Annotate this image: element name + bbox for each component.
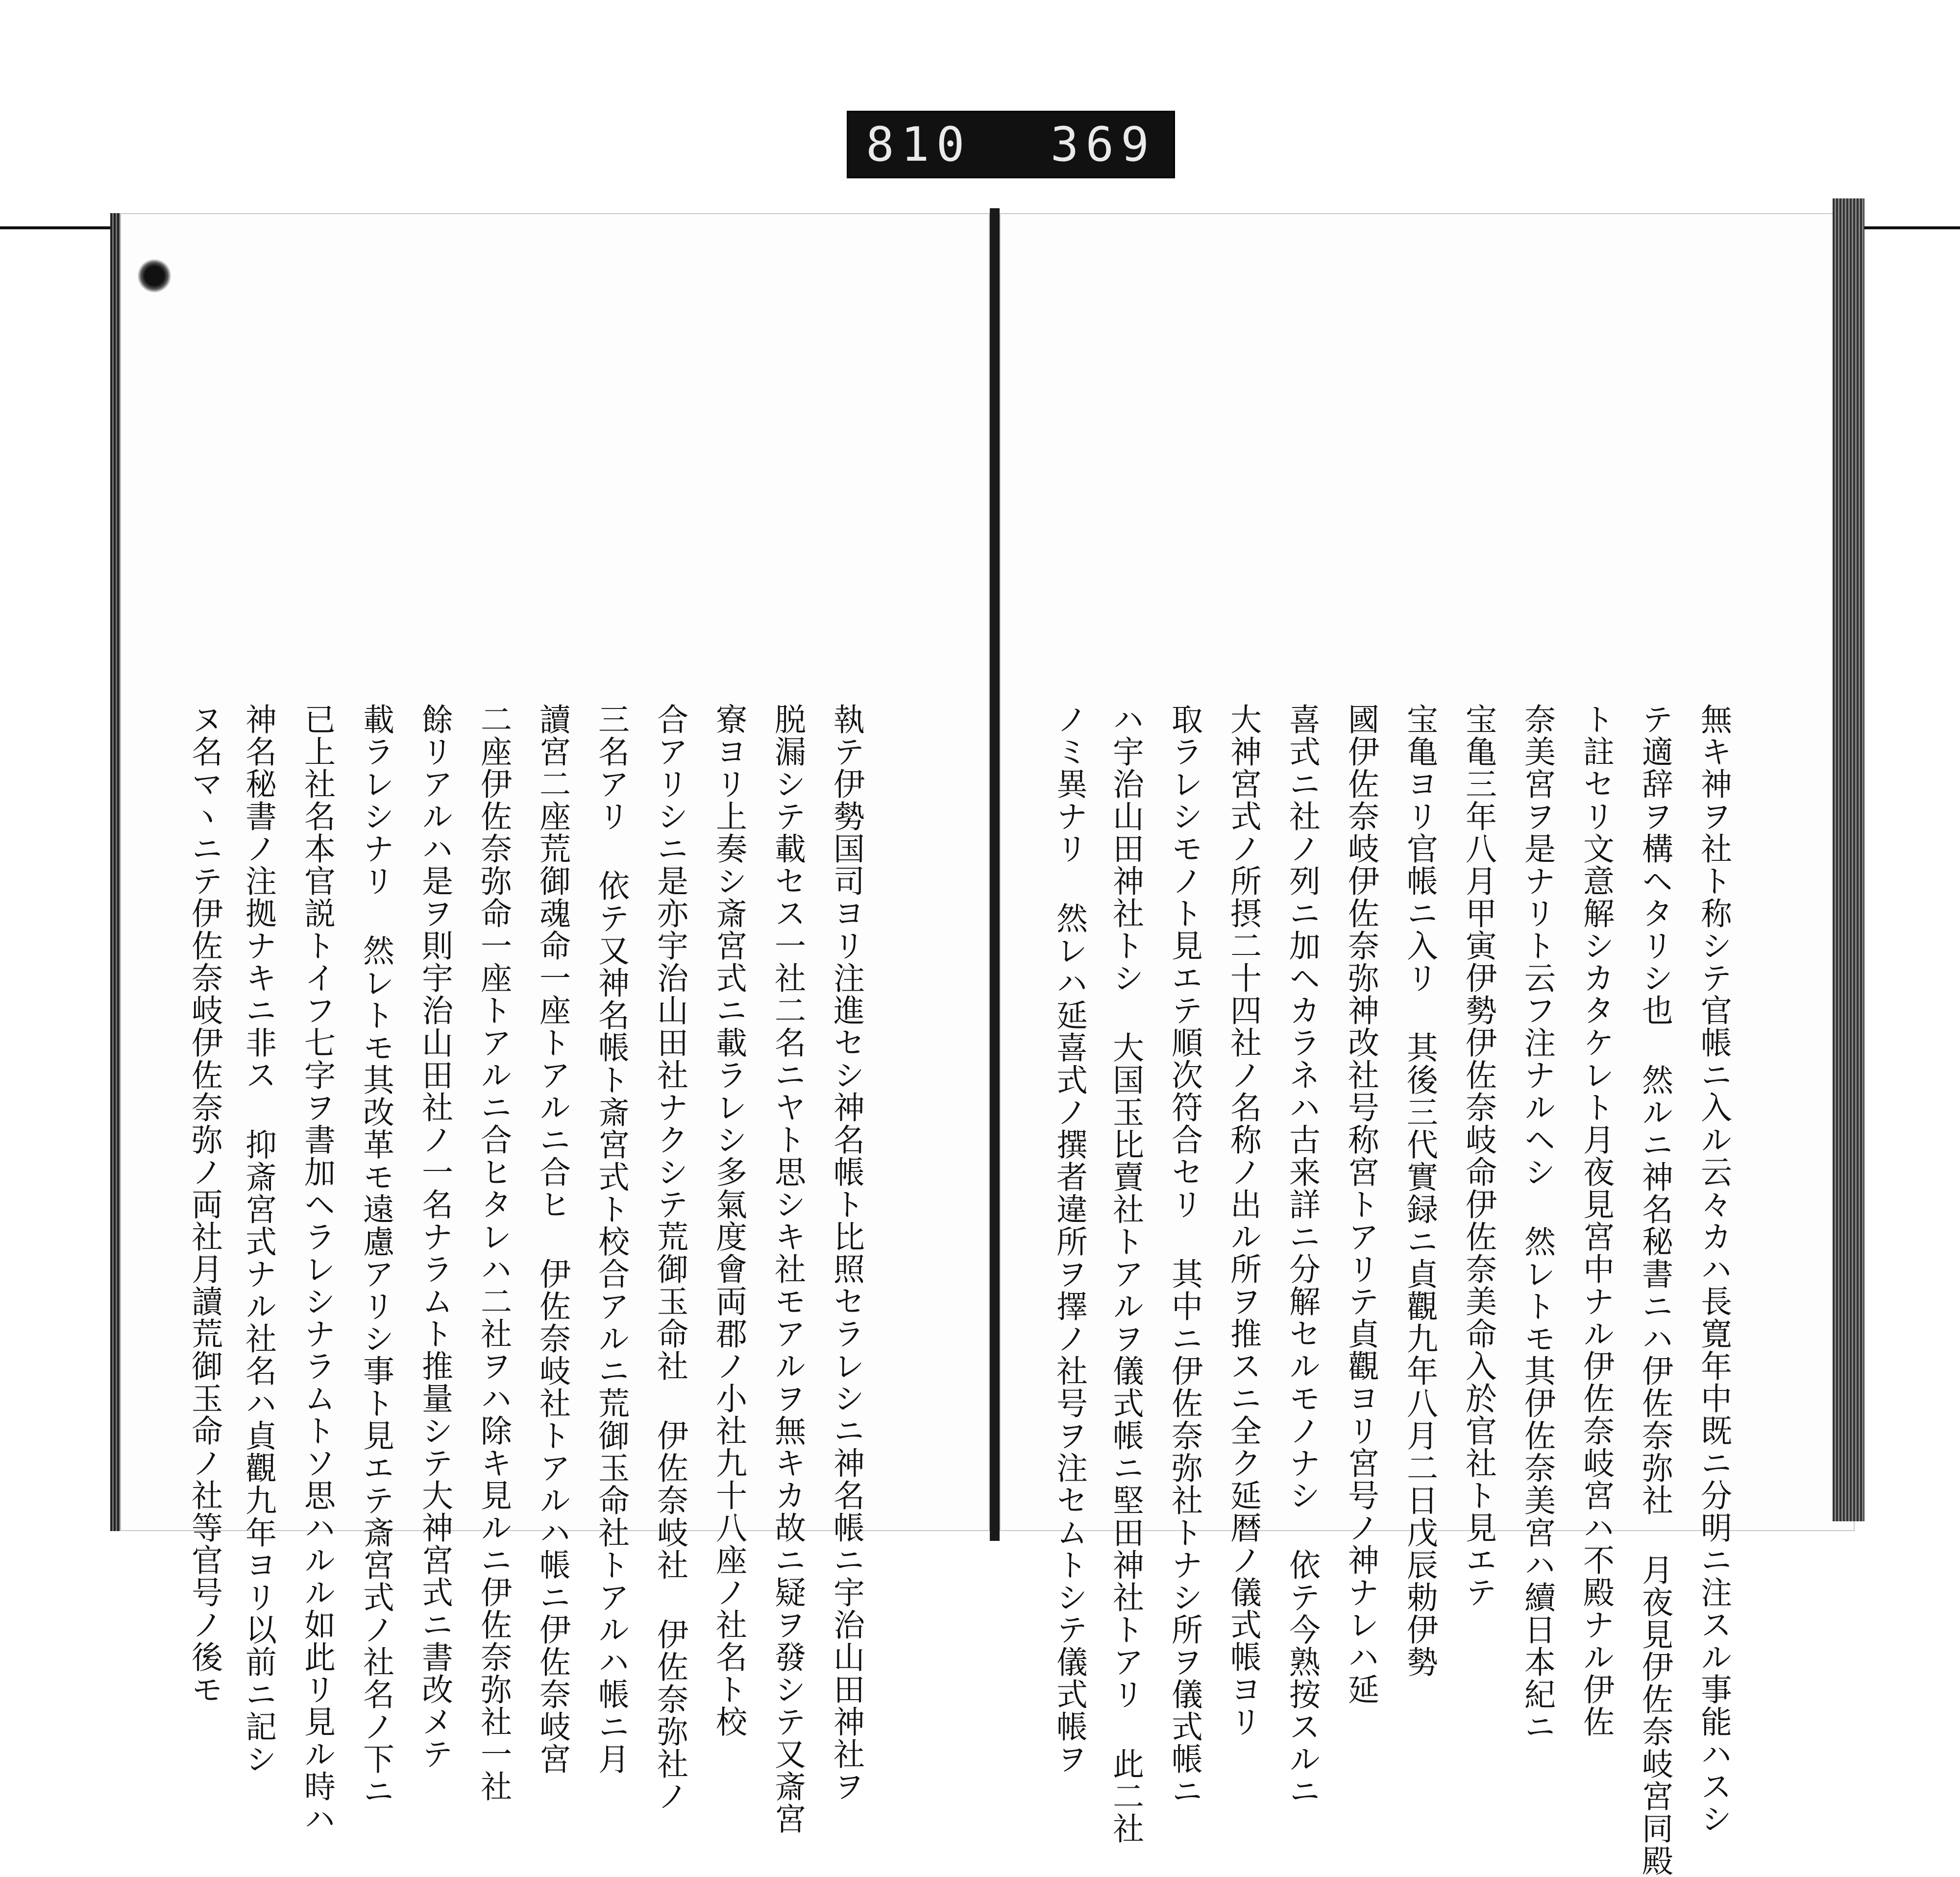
left-page: [120, 213, 990, 1835]
left-column-12: ヌ名マヽニテ伊佐奈岐伊佐奈弥ノ両社月讀荒御玉命ノ社等官号ノ後モ: [186, 703, 222, 1706]
ink-blot: [137, 259, 172, 293]
left-column-4: 合アリシニ是亦宇治山田社ナクシテ荒御玉命社 伊佐奈岐社 伊佐奈弥社ノ: [652, 703, 688, 1812]
book-spine: [990, 208, 1000, 1541]
right-column-7: 國伊佐奈岐伊佐奈弥神改社号称宮トアリテ貞觀ヨリ宮号ノ神ナレハ延: [1343, 703, 1379, 1706]
right-column-6: 宝亀ヨリ官帳ニ入リ 其後三代實録ニ貞觀九年八月二日戊辰勅伊勢: [1401, 703, 1438, 1678]
left-column-5: 三名アリ 依テ又神名帳ト斎宮式ト校合アルニ荒御玉命社トアルハ帳ニ月: [593, 703, 629, 1775]
left-column-6: 讀宮二座荒御魂命一座トアルニ合ヒ 伊佐奈岐社トアルハ帳ニ伊佐奈岐宮: [534, 703, 570, 1775]
right-column-9: 大神宮式ノ所摂二十四社ノ名称ノ出ル所ヲ推スニ全ク延暦ノ儀式帳ヨリ: [1225, 703, 1261, 1738]
left-column-3: 寮ヨリ上奏シ斎宮式ニ載ラレシ多氣度會両郡ノ小社九十八座ノ社名ト校: [710, 703, 747, 1738]
left-column-7: 二座伊佐奈弥命一座トアルニ合ヒタレハ二社ヲハ除キ見ルニ伊佐奈弥社一社: [475, 703, 512, 1803]
right-column-4: 奈美宮ヲ是ナリト云フ注ナルヘシ 然レトモ其伊佐奈美宮ハ續日本紀ニ: [1519, 703, 1555, 1743]
open-book: [110, 198, 1864, 1877]
right-page: [1000, 213, 1855, 1877]
right-column-2: テ適辞ヲ構ヘタリシ也 然ルニ神名秘書ニハ伊佐奈弥社 月夜見伊佐奈岐宮同殿: [1637, 703, 1673, 1877]
right-page-edge: [1833, 198, 1864, 1521]
left-column-1: 執テ伊勢国司ヨリ注進セシ神名帳ト比照セラレシニ神名帳ニ宇治山田神社ヲ: [828, 703, 864, 1803]
left-column-2: 脱漏シテ載セス一社二名ニヤト思シキ社モアルヲ無キカ故ニ疑ヲ發シテ又斎宮: [769, 703, 806, 1835]
right-column-3: ト註セリ文意解シカタケレト月夜見宮中ナル伊佐奈岐宮ハ不殿ナル伊佐: [1578, 703, 1614, 1738]
right-column-12: ノミ異ナリ 然レハ延喜式ノ撰者違所ヲ擇ノ社号ヲ注セムトシテ儀式帳ヲ: [1051, 703, 1087, 1775]
right-column-5: 宝亀三年八月甲寅伊勢伊佐奈岐命伊佐奈美命入於官社ト見エテ: [1460, 703, 1496, 1609]
left-column-8: 餘リアルハ是ヲ則宇治山田社ノ一名ナラムト推量シテ大神宮式ニ書改メテ: [416, 703, 453, 1770]
right-column-11: ハ宇治山田神社トシ 大国玉比賣社トアルヲ儀式帳ニ堅田神社トアリ 此二社: [1107, 703, 1144, 1845]
left-column-9: 載ラレシナリ 然レトモ其改革モ遠慮アリシ事ト見エテ斎宮式ノ社名ノ下ニ: [358, 703, 394, 1807]
right-column-1: 無キ神ヲ社ト称シテ官帳ニ入ル云々カハ長寛年中既ニ分明ニ注スル事能ハスシ: [1695, 703, 1732, 1835]
left-column-11: 神名秘書ノ注拠ナキニ非ス 抑斎宮式ナル社名ハ貞觀九年ヨリ以前ニ記シ: [240, 703, 276, 1775]
right-column-10: 取ラレシモノト見エテ順次符合セリ 其中ニ伊佐奈弥社トナシ所ヲ儀式帳ニ: [1166, 703, 1202, 1807]
archive-number-label: [847, 111, 1175, 178]
right-column-8: 喜式ニ社ノ列ニ加ヘカラネハ古来詳ニ分解セルモノナシ 依テ今熟按スルニ: [1284, 703, 1320, 1807]
archive-number-right: 369: [1050, 117, 1156, 172]
left-column-10: 已上社名本官説トイフ七字ヲ書加ヘラレシナラムトソ思ハルル如此リ見ル時ハ: [299, 703, 335, 1835]
archive-number-left: 810: [866, 117, 972, 172]
